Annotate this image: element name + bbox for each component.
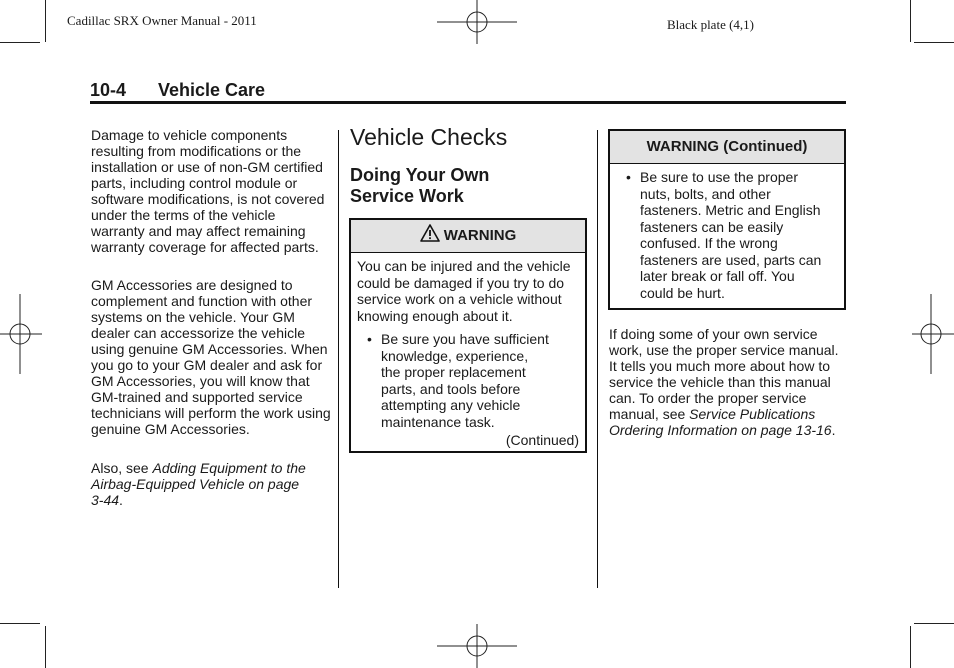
warning-bullet-item bbox=[367, 331, 567, 430]
crop-mark bbox=[0, 623, 40, 624]
crop-mark bbox=[914, 623, 954, 624]
continued-label: (Continued) bbox=[505, 432, 579, 448]
subsection-heading: Doing Your Own Service Work bbox=[350, 165, 490, 206]
paragraph-warranty: Damage to vehicle components resulting from modifications or the installation or use of non-GM certified parts, including control module or software modifications, is not covered under the terms of the vehicle warranty and may affect remaining warranty coverage for affected parts. bbox=[91, 127, 325, 255]
warning-box bbox=[349, 218, 587, 453]
registration-mark-left bbox=[0, 294, 42, 374]
paragraph-service-manual bbox=[609, 326, 841, 438]
see-also-prefix: Also, see bbox=[91, 460, 153, 476]
warning-label: WARNING bbox=[443, 227, 517, 244]
warning-header bbox=[351, 220, 585, 253]
crop-mark bbox=[910, 626, 911, 668]
service-manual-text: If doing some of your own service work, use the proper service manual. It tells you much more about how to service the vehicle than this manual can. To order the proper service manual, see bbox=[609, 326, 839, 422]
crop-mark bbox=[45, 626, 46, 668]
crop-mark bbox=[910, 0, 911, 42]
service-manual-suffix: . bbox=[831, 422, 836, 438]
plate-manual-title: Cadillac SRX Owner Manual - 2011 bbox=[67, 13, 257, 28]
cross-reference-link[interactable]: Service Publications Ordering Information on page 13-16 bbox=[609, 406, 832, 438]
warning-bullet-item bbox=[626, 169, 838, 301]
column-divider bbox=[597, 130, 598, 588]
paragraph-see-also bbox=[91, 460, 306, 508]
registration-mark-top bbox=[437, 0, 517, 44]
section-title: Vehicle Care bbox=[158, 80, 266, 100]
header-rule bbox=[90, 101, 846, 104]
see-also-suffix: . bbox=[119, 492, 123, 508]
crop-mark bbox=[914, 42, 954, 43]
warning-bullet-text: Be sure you have sufficient knowledge, experience, the proper replacement parts, and tools before attempting any vehicle maintenance task. bbox=[381, 331, 549, 430]
registration-mark-right bbox=[912, 294, 954, 374]
warning-intro: You can be injured and the vehicle could be damaged if you try to do service work on a vehicle without knowing enough about it. bbox=[357, 258, 571, 324]
warning-header: WARNING (Continued) bbox=[610, 131, 844, 164]
warning-bullet-text: Be sure to use the proper nuts, bolts, and other fasteners. Metric and English fasteners can be easily confused. If the wrong fasteners are used, parts can later break or fall off. You could be hurt. bbox=[640, 169, 822, 301]
page-number: 10-4 bbox=[90, 80, 127, 100]
crop-mark bbox=[0, 42, 40, 43]
column-divider bbox=[338, 130, 339, 588]
bullet-dot: • bbox=[367, 331, 372, 347]
bullet-dot: • bbox=[626, 169, 631, 185]
registration-mark-bottom bbox=[437, 624, 517, 668]
section-heading: Vehicle Checks bbox=[350, 124, 508, 150]
warning-box-continued bbox=[608, 129, 846, 310]
warning-triangle-icon bbox=[420, 224, 440, 242]
cross-reference-link[interactable]: Adding Equipment to the Airbag-Equipped Vehicle on page 3-44 bbox=[91, 460, 306, 508]
plate-label: Black plate (4,1) bbox=[667, 17, 754, 32]
crop-mark bbox=[45, 0, 46, 42]
paragraph-accessories: GM Accessories are designed to complement and function with other systems on the vehicle. Your GM dealer can accessorize the vehicle using genuine GM Accessories. When you go to your GM dealer and ask for GM Accessories, you will know that GM-trained and supported service technicians will perform the work using genuine GM Accessories. bbox=[91, 277, 331, 437]
